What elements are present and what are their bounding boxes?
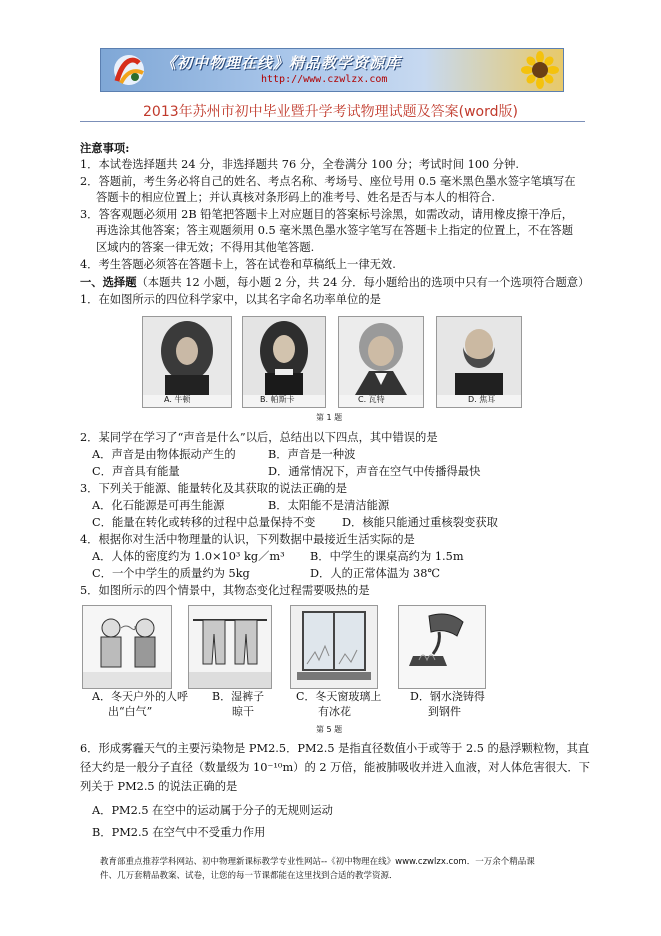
notice-line: 2．答题前，考生务必将自己的姓名、考点名称、考场号、座位号用 0.5 毫米黑色墨水签字笔填写在 — [80, 175, 576, 188]
notice-line: 再选涂其他答案；答主观题须用 0.5 毫米黑色墨水签字笔写在答题卡上指定的位置上，不在答题 — [96, 224, 574, 237]
answer-option: C．声音具有能量 — [92, 465, 180, 478]
question-stem: 4．根据你对生活中物理量的认识，下列数据中最接近生活实际的是 — [80, 533, 415, 546]
question-stem: 2．某同学在学习了“声音是什么”以后，总结出以下四点，其中错误的是 — [80, 431, 438, 444]
document-title: 2013年苏州市初中毕业暨升学考试物理试题及答案(word版) — [143, 104, 518, 120]
answer-option: C．一个中学生的质量约为 5kg — [92, 567, 250, 580]
sunflower-icon — [521, 51, 559, 89]
answer-option: A．声音是由物体振动产生的 — [92, 448, 236, 461]
banner-title: 《初中物理在线》精品教学资源库 — [161, 54, 402, 72]
figure-caption: 出“白气” — [108, 705, 153, 718]
figure-caption: 晾干 — [232, 705, 254, 718]
figure-caption: 有冰花 — [318, 705, 351, 718]
section-description: （本题共 12 小题，每小题 2 分，共 24 分．每小题给出的选项中只有一个选项符合题意） — [136, 276, 590, 289]
notice-line: 1．本试卷选择题共 24 分，非选择题共 76 分，全卷满分 100 分；考试时间 100 分钟. — [80, 158, 519, 171]
answer-option: D．人的正常体温为 38℃ — [310, 567, 441, 580]
figure-caption: 到钢件 — [428, 705, 461, 718]
frosted-window-icon — [291, 606, 377, 688]
molten-steel-icon — [399, 606, 485, 688]
footer-line: 教育部重点推荐学科网站、初中物理新课标教学专业性网站--《初中物理在线》www.czwlzx.com．一万余个精品课 — [100, 857, 535, 867]
answer-option: B．中学生的课桌高约为 1.5m — [310, 550, 464, 563]
question-stem: 6．形成雾霾天气的主要污染物是 PM2.5．PM2.5 是指直径数值小于或等于 2.5 的悬浮颗粒物，其直 — [80, 742, 590, 755]
figure-caption: C．冬天窗玻璃上 — [296, 690, 382, 703]
figure-caption: D．钢水浇铸得 — [410, 690, 485, 703]
drying-pants-icon — [189, 606, 271, 688]
question-stem: 1．在如图所示的四位科学家中，以其名字命名功率单位的是 — [80, 293, 381, 306]
notice-line: 3．答客观题必须用 2B 铅笔把答题卡上对应题目的答案标号涂黑，如需改动，请用橡皮擦干净后， — [80, 208, 574, 221]
figure-window — [290, 605, 378, 689]
portrait-joule-icon — [437, 317, 521, 395]
answer-option: A．化石能源是可再生能源 — [92, 499, 225, 512]
people-breath-icon — [83, 606, 171, 688]
question-stem: 5．如图所示的四个情景中，其物态变化过程需要吸热的是 — [80, 584, 370, 597]
portrait-newton-icon — [143, 317, 231, 395]
question-stem: 3．下列关于能源、能量转化及其获取的说法正确的是 — [80, 482, 348, 495]
figure-casting — [398, 605, 486, 689]
section-title: 一、选择题 — [80, 275, 137, 289]
portrait-pascal-icon — [243, 317, 325, 395]
notice-line: 4．考生答题必须答在答题卡上，答在试卷和草稿纸上一律无效. — [80, 258, 396, 271]
figure-caption: D. 焦耳 — [468, 395, 496, 404]
answer-option: A．人体的密度约为 1.0×10³ kg／m³ — [92, 550, 285, 563]
notice-heading: 注意事项: — [80, 141, 130, 155]
figure-label: 第 1 题 — [316, 413, 343, 422]
figure-caption: C. 瓦特 — [358, 395, 385, 404]
question-stem: 径大约是一般分子直径（数量级为 10⁻¹⁰m）的 2 万倍，能被肺吸收并进入血液，对人体危害很大．下 — [80, 761, 590, 774]
answer-option: B．PM2.5 在空气中不受重力作用 — [92, 826, 266, 839]
site-logo-icon — [109, 53, 149, 87]
figure-pants — [188, 605, 272, 689]
portrait-watt-icon — [339, 317, 423, 395]
figure-caption: B. 帕斯卡 — [260, 395, 295, 404]
footer-line: 件、几万套精品教案、试卷，让您的每一节课都能在这里找到合适的教学资源． — [100, 871, 398, 881]
answer-option: B．声音是一种波 — [268, 448, 356, 461]
figure-caption: A．冬天户外的人呼 — [92, 690, 188, 703]
figure-caption: B．湿裤子 — [212, 690, 265, 703]
banner-url[interactable]: http://www.czwlzx.com — [261, 74, 388, 85]
notice-line: 区域内的答案一律无效；不得用其他笔答题. — [96, 241, 315, 254]
answer-option: D．核能只能通过重核裂变获取 — [342, 516, 498, 529]
figure-label: 第 5 题 — [316, 725, 343, 734]
figure-breath — [82, 605, 172, 689]
question-stem: 列关于 PM2.5 的说法正确的是 — [80, 780, 238, 793]
title-divider — [80, 121, 585, 122]
answer-option: D．通常情况下，声音在空气中传播得最快 — [268, 465, 481, 478]
notice-line: 答题卡的相应位置上；并认真核对条形码上的准考号、姓名是否与本人的相符合. — [96, 191, 495, 204]
answer-option: C．能量在转化或转移的过程中总量保持不变 — [92, 516, 316, 529]
site-banner — [100, 48, 564, 92]
answer-option: B．太阳能不是清洁能源 — [268, 499, 390, 512]
figure-caption: A. 牛顿 — [164, 395, 191, 404]
answer-option: A．PM2.5 在空中的运动属于分子的无规则运动 — [92, 804, 333, 817]
section-heading — [80, 274, 589, 291]
